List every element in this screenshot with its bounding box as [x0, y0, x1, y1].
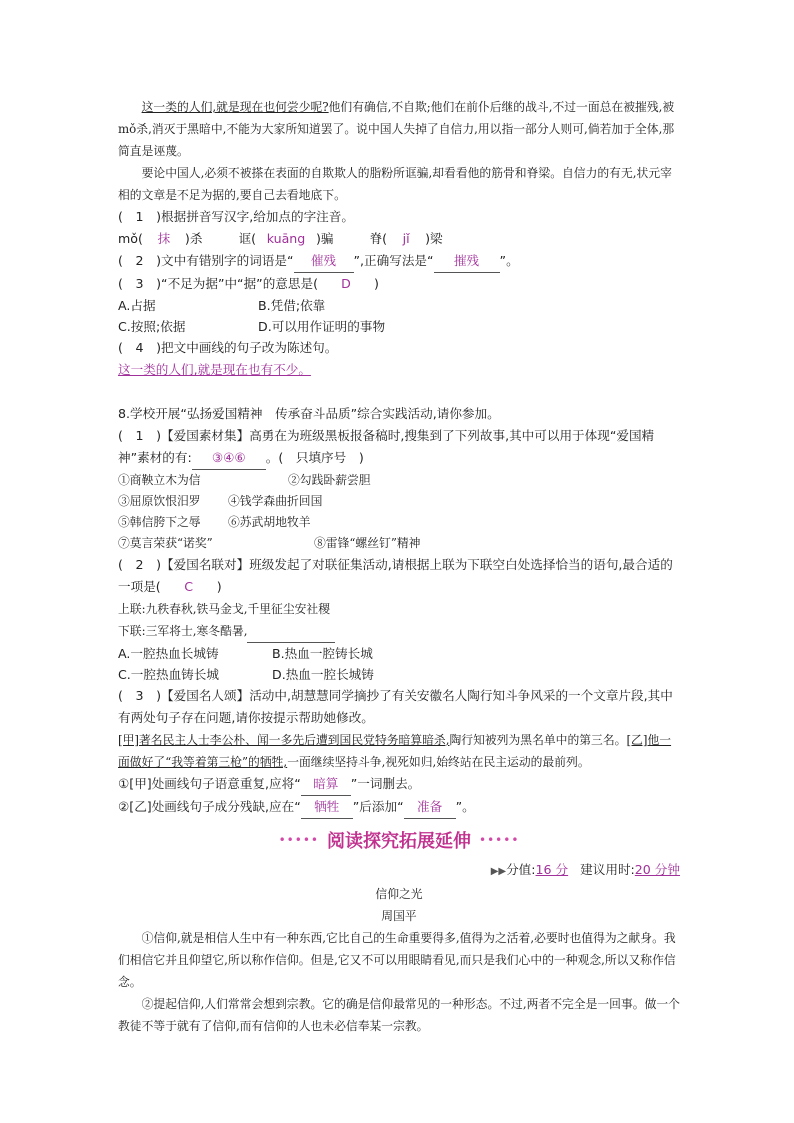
answer-correct-word: 摧残 [434, 250, 500, 273]
excerpt-sentence-yi: [乙]他一面做好了“我等着第三枪”的牺牲, [118, 733, 672, 769]
story-row-3: ⑤韩信胯下之辱 ⑥苏武胡地牧羊 [118, 515, 311, 529]
question-2: ( 2 )文中有错别字的词语是“ 催残 ”,正确写法是“ 摧残 ”。 [118, 250, 680, 273]
fix-1: ①[甲]处画线句子语意重复,应将“ 暗算 ”一词删去。 [118, 773, 680, 796]
answer-ji: jǐ [402, 231, 410, 246]
couplet-options-2: C.一腔热血铸长城 D.热血一腔长城铸 [118, 667, 374, 682]
question-8-3: ( 3 )【爱国名人颂】活动中,胡慧慧同学摘抄了有关安徽名人陶行知斗争风采的一个文章片段,其中有两处句子存在问题,请你按提示帮助她修改。 [118, 688, 673, 725]
answer-couplet-choice: C [184, 579, 194, 594]
question-8-2: ( 2 )【爱国名联对】班级发起了对联征集活动,请根据上联为下联空白处选择恰当的语句,最合适的一项是( C ) [118, 554, 680, 598]
section-title: 阅读探究拓展延伸 [327, 831, 471, 852]
fix-2: ②[乙]处画线句子成分残缺,应在“ 牺牲 ”后添加“ 准备 ”。 [118, 796, 680, 819]
article-paragraph-2: ②提起信仰,人们常常会想到宗教。它的确是信仰最常见的一种形态。不过,两者不完全是一回事。做一个教徒不等于就有了信仰,而有信仰的人也未必信奉某一宗教。 [118, 997, 680, 1033]
answer-anchor-word: 牺牲 [301, 796, 353, 819]
reading-section-header [118, 827, 680, 855]
options-row-2: C.按照;依据 D.可以用作证明的事物 [118, 319, 386, 334]
couplet-upper: 上联:九秩春秋,铁马金戈,千里征尘安社稷 [118, 602, 331, 616]
article-title: 信仰之光 [375, 887, 423, 901]
story-row-2: ③屈原饮恨汨罗 ④钱学森曲折回国 [118, 494, 323, 508]
answer-kuang: kuāng [266, 231, 306, 246]
passage-paragraph-2: 要论中国人,必须不被搽在表面的自欺欺人的脂粉所诓骗,却看看他的筋骨和脊梁。自信力的有无,状元宰相的文章是不足为据的,要自己去看地底下。 [118, 166, 672, 202]
question-1: ( 1 )根据拼音写汉字,给加点的字注音。 [118, 209, 354, 224]
question-8-1: ( 1 )【爱国素材集】高勇在为班级黑板报备稿时,搜集到了下列故事,其中可以用于体现“爱国精神”素材的有: ③④⑥ 。( 只填序号 ) [118, 425, 680, 470]
answer-mo: 抹 [157, 231, 171, 246]
excerpt-sentence-jia: [甲]著名民主人士李公朴、闻一多先后遭到国民党特务暗算暗杀, [118, 733, 450, 747]
couplet-options-1: A.一腔热血长城铸 B.热血一腔铸长城 [118, 646, 373, 661]
question-3: ( 3 )“不足为据”中“据”的意思是( D ) [118, 273, 680, 295]
time-value: 20 分钟 [634, 862, 680, 877]
story-row-1: ①商鞅立木为信 ②勾践卧薪尝胆 [118, 473, 371, 487]
answer-add-word: 准备 [404, 796, 456, 819]
answer-delete-word: 暗算 [301, 773, 351, 796]
article-paragraph-1: ①信仰,就是相信人生中有一种东西,它比自己的生命重要得多,值得为之活着,必要时也值得为之献身。我们相信它并且仰望它,所以称作信仰。但是,它又不可以用眼睛看见,而只是我们心中的一种观念,所以又称作信念。 [118, 931, 676, 989]
answer-wrong-word: 催残 [294, 250, 354, 273]
score-and-time: ▶▶分值:16 分 建议用时:20 分钟 [490, 862, 680, 877]
passage-paragraph-1: 这一类的人们,就是现在也何尝少呢?他们有确信,不自欺;他们在前仆后继的战斗,不过一面总在被摧残,被mǒ杀,消灭于黑暗中,不能为大家所知道罢了。说中国人失掉了自信力,用以指一部分人则可,倘若加于全体,那简直是诬蔑。 [118, 100, 675, 158]
couplet-lower: 下联:三军将士,寒冬酷暑, [118, 620, 680, 643]
underlined-sentence: 这一类的人们,就是现在也何尝少呢? [141, 100, 329, 114]
story-row-4: ⑦莫言荣获“诺奖” ⑧雷锋“螺丝钉”精神 [118, 536, 421, 550]
question-4: ( 4 )把文中画线的句子改为陈述句。 [118, 340, 338, 355]
double-arrow-icon: ▶▶ [490, 866, 507, 877]
answer-declarative-sentence: 这一类的人们,就是现在也有不少。 [118, 362, 311, 377]
excerpt-paragraph: [甲]著名民主人士李公朴、闻一多先后遭到国民党特务暗算暗杀,陶行知被列为黑名单中的第三名。[乙]他一面做好了“我等着第三枪”的牺牲,一面继续坚持斗争,视死如归,始终站在民主运动的最前列。 [118, 733, 672, 769]
worksheet-page [118, 96, 680, 1037]
question-8-title: 8.学校开展“弘扬爱国精神 传承奋斗品质”综合实践活动,请你参加。 [118, 406, 500, 421]
score-value: 16 分 [535, 862, 569, 877]
decorative-dots-left-icon: ••••• [278, 833, 319, 847]
answer-sequence: ③④⑥ [192, 447, 266, 470]
options-row-1: A.占据 B.凭借;依靠 [118, 298, 326, 313]
question-1-blanks: mǒ( 抹 )杀 诓( kuāng )骗 脊( jǐ )梁 [118, 228, 680, 250]
answer-choice: D [341, 276, 351, 291]
decorative-dots-right-icon: ••••• [479, 833, 520, 847]
article-author: 周国平 [381, 909, 417, 923]
